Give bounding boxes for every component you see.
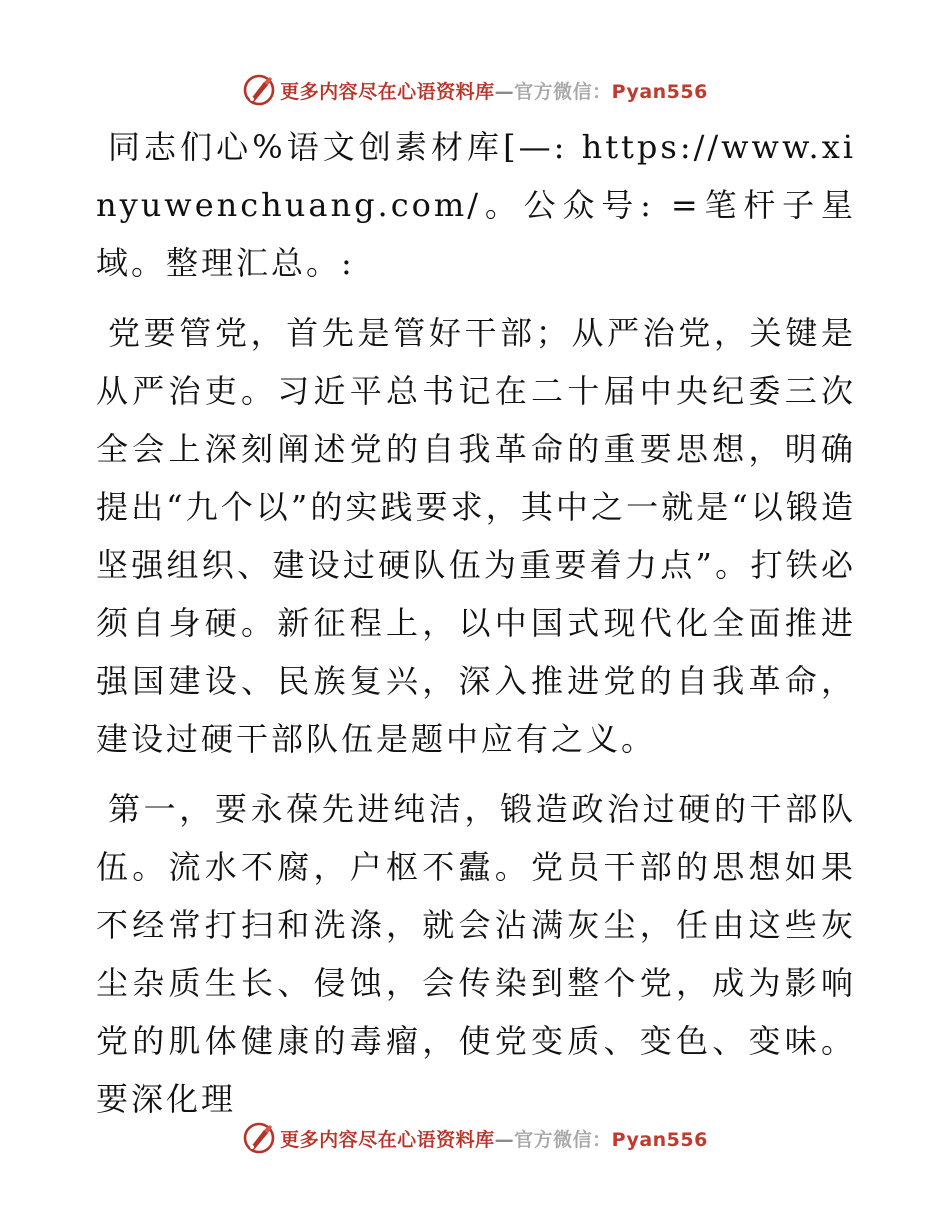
document-body [96,118,856,1140]
banner-wechat-id: Pyan556 [611,1128,708,1151]
banner-wechat-label: 官方微信： [514,1128,612,1151]
footer-banner [0,1118,950,1158]
banner-separator: — [494,1128,515,1151]
banner-separator: — [494,80,515,103]
footer-banner-text [280,1125,708,1152]
quill-pen-icon [242,73,276,107]
body-paragraph-2: 第一，要永葆先进纯洁，锻造政治过硬的干部队伍。流水不腐，户枢不蠹。党员干部的思想如果不经常打扫和洗涤，就会沾满灰尘，任由这些灰尘杂质生长、侵蚀，会传染到整个党，成为影响党的肌体健康的毒瘤，使党变质、变色、变味。要深化理 [96,790,856,1118]
header-banner-text [280,77,708,104]
banner-brand: 更多内容尽在心语资料库 [280,1128,495,1151]
banner-wechat-id: Pyan556 [611,80,708,103]
banner-brand: 更多内容尽在心语资料库 [280,80,495,103]
intro-paragraph: 同志们心%语文创素材库[—: https://www.xinyuwenchuang.com/。公众号: =笔杆子星域。整理汇总。: [96,128,856,282]
header-banner [0,70,950,110]
banner-wechat-label: 官方微信： [514,80,612,103]
body-paragraph-1: 党要管党，首先是管好干部；从严治党，关键是从严治吏。习近平总书记在二十届中央纪委三次全会上深刻阐述党的自我革命的重要思想，明确提出“九个以”的实践要求，其中之一就是“以锻造坚强组织、建设过硬队伍为重要着力点”。打铁必须自身硬。新征程上，以中国式现代化全面推进强国建设、民族复兴，深入推进党的自我革命，建设过硬干部队伍是题中应有之义。 [96,314,856,758]
quill-pen-icon [242,1121,276,1155]
